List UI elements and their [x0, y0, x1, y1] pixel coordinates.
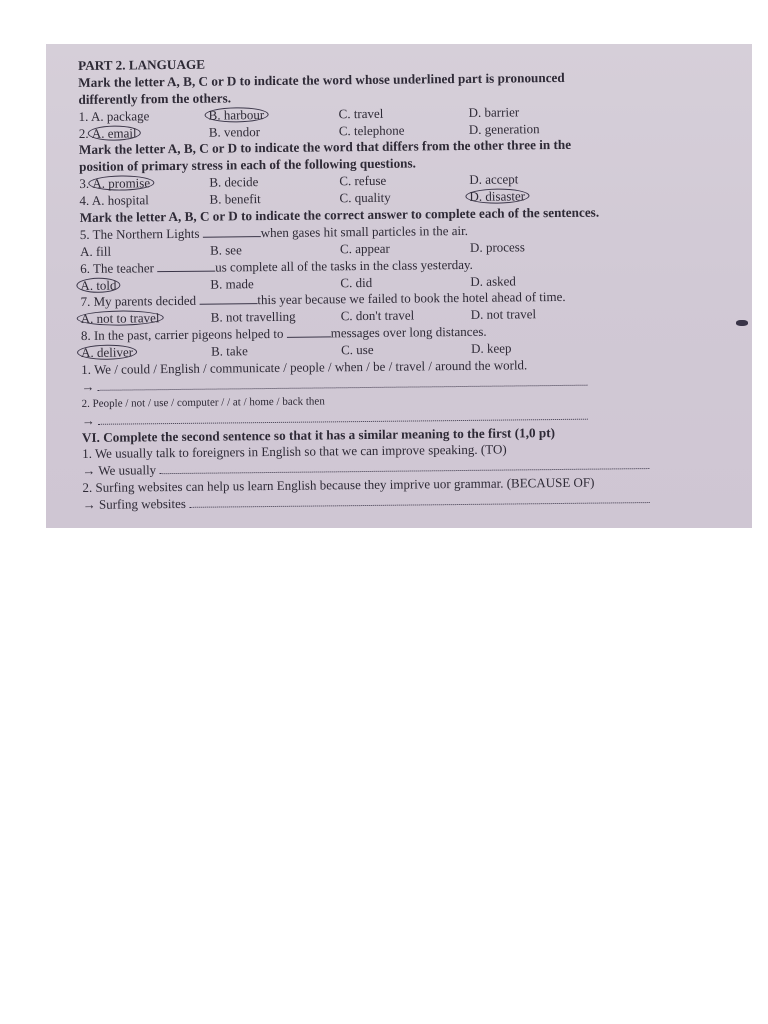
- sentence-1-answer: → We usually: [82, 457, 722, 481]
- option-a: A. package: [90, 107, 150, 124]
- option-d: D. not travel: [470, 306, 537, 323]
- instruction-1b: differently from the others.: [78, 90, 232, 107]
- option-d: D. asked: [470, 273, 516, 289]
- option-c: C. did: [340, 274, 373, 290]
- option-c: C. use: [340, 342, 374, 358]
- instruction-3: Mark the letter A, B, C or D to indicate the correct answer to complete each of the sentences.: [79, 204, 600, 226]
- answer-blank: [203, 225, 261, 238]
- option-c: C. don't travel: [340, 307, 415, 324]
- instruction-2b: position of primary stress in each of the following questions.: [79, 155, 416, 175]
- sentence-2-answer: → Surfing websites: [83, 490, 723, 514]
- option-b: B. see: [209, 242, 242, 258]
- option-d: D. generation: [468, 120, 540, 137]
- option-c: C. telephone: [338, 122, 405, 138]
- option-a-circled: A. promise: [88, 175, 154, 191]
- question-3: 3. A. promise B. decide C. refuse D. accept: [79, 171, 519, 192]
- word-order-1: 1. We / could / English / communicate / people / when / be / travel / around the world.: [81, 357, 528, 378]
- question-7-stem: 7. My parents decided this year because we failed to book the hotel ahead of time.: [80, 289, 566, 310]
- instruction-1a: Mark the letter A, B, C or D to indicate the word whose underlined part is pronounced: [78, 69, 565, 90]
- sentence-1: 1. We usually talk to foreigners in English so that we can improve speaking. (TO): [82, 442, 507, 462]
- photo-of-worksheet: [46, 44, 752, 528]
- option-c: C. travel: [338, 105, 384, 121]
- part-title: PART 2. LANGUAGE: [78, 56, 206, 73]
- option-a: A. fill: [79, 243, 112, 259]
- option-b: B. benefit: [209, 191, 261, 207]
- option-b: B. not travelling: [210, 309, 296, 325]
- ink-mark: [736, 320, 748, 326]
- section-6-heading: VI. Complete the second sentence so that it has a similar meaning to the first (1,0 pt): [81, 424, 556, 445]
- option-a-circled: A. deliver: [77, 345, 137, 361]
- option-a: A. hospital: [91, 192, 149, 208]
- option-c: C. refuse: [339, 173, 387, 189]
- option-d: D. process: [469, 239, 525, 255]
- option-d: D. accept: [469, 171, 519, 188]
- question-4: 4. A. hospital B. benefit C. quality D. disaster: [79, 186, 719, 210]
- option-a-circled: A. not to travel: [77, 310, 164, 326]
- answer-blank: [199, 293, 257, 306]
- answer-blank: [287, 326, 331, 338]
- option-b: B. decide: [209, 174, 259, 190]
- question-6-stem: 6. The teacher us complete all of the tasks in the class yesterday.: [80, 256, 473, 276]
- option-b: B. vendor: [208, 123, 261, 140]
- question-1: 1. A. package B. harbour C. travel D. barrier: [78, 104, 520, 124]
- option-c: C. quality: [339, 189, 391, 206]
- instruction-2a: Mark the letter A, B, C or D to indicate the word that differs from the other three in the: [78, 137, 572, 158]
- arrow-icon: →: [81, 412, 95, 428]
- sentence-2: 2. Surfing websites can help us learn English because they imprive uor grammar. (BECAUSE OF): [82, 474, 595, 496]
- option-b-circled: B. harbour: [205, 107, 269, 123]
- option-d-circled: D. disaster: [465, 188, 529, 204]
- option-d: D. barrier: [468, 104, 520, 120]
- arrow-icon: →: [81, 378, 95, 394]
- option-a-circled: A. told: [76, 277, 120, 292]
- option-b: B. made: [210, 275, 254, 292]
- question-2: 2. A. email B. vendor C. telephone D. generation: [78, 120, 540, 141]
- option-c: C. appear: [339, 240, 390, 257]
- option-a-circled: A. email: [88, 125, 141, 141]
- worksheet: [78, 51, 723, 514]
- option-b: B. take: [210, 343, 248, 359]
- answer-blank: [157, 259, 215, 272]
- question-8-stem: 8. In the past, carrier pigeons helped to messages over long distances.: [80, 323, 487, 344]
- option-d: D. keep: [470, 340, 512, 357]
- question-5-stem: 5. The Northern Lights when gases hit small particles in the air.: [79, 222, 469, 242]
- word-order-2: 2. People / not / use / computer / / at / home / back then: [81, 395, 325, 410]
